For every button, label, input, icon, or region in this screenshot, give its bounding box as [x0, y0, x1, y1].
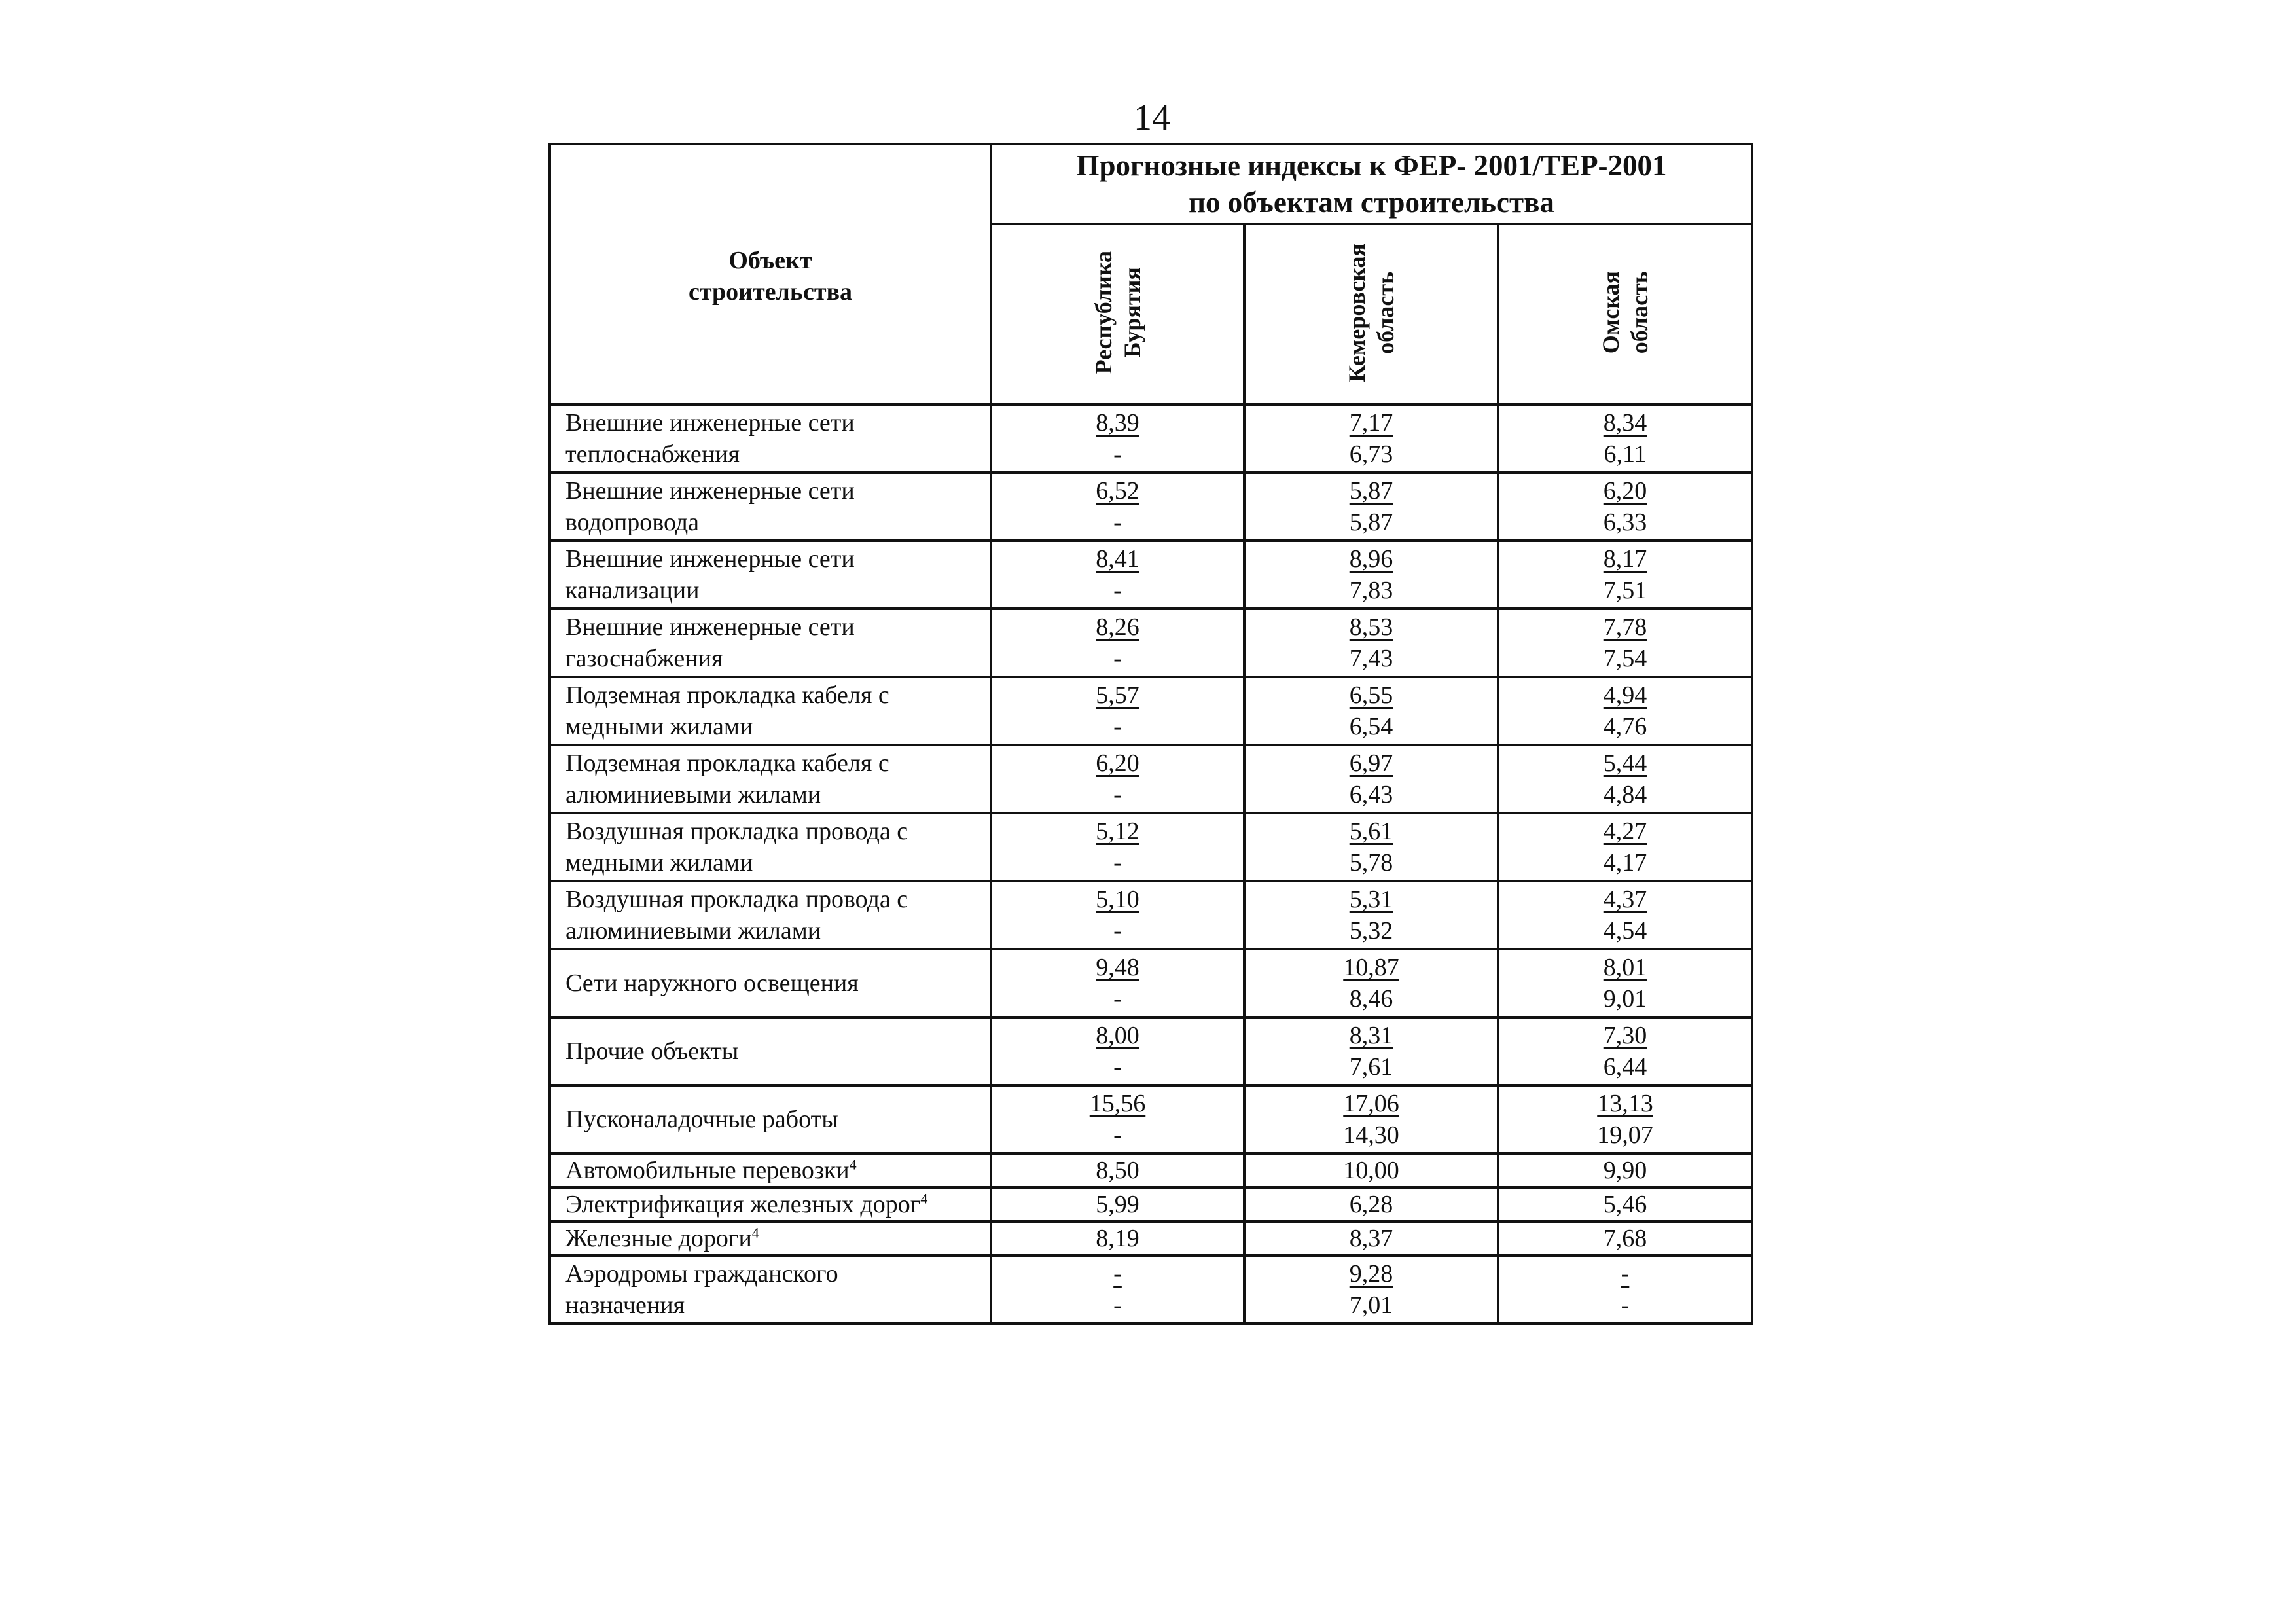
table-title-line1: Прогнозные индексы к ФЕР- 2001/ТЕР-2001	[1076, 149, 1667, 182]
value-top: 8,26	[1096, 613, 1139, 641]
value-cell-kemerovo	[1244, 609, 1498, 677]
value-cell-kemerovo	[1244, 949, 1498, 1017]
value-bottom: -	[1113, 713, 1122, 740]
value-bottom: 4,17	[1603, 849, 1647, 876]
table-row-single	[550, 1153, 1752, 1187]
value-cell-buryatia	[991, 1017, 1244, 1085]
row-object-name	[550, 881, 991, 949]
row-name-line1: Подземная прокладка кабеля с	[565, 749, 889, 777]
row-object-name	[550, 745, 991, 813]
value-top: 13,13	[1597, 1090, 1653, 1117]
row-name: Автомобильные перевозки	[565, 1157, 850, 1184]
value-bottom: -	[1113, 509, 1122, 536]
value-top: 5,12	[1096, 818, 1139, 845]
row-object-name	[550, 1153, 991, 1187]
value-bottom: 6,54	[1349, 713, 1393, 740]
value-cell-buryatia	[991, 1085, 1244, 1153]
value-cell-omsk	[1498, 609, 1752, 677]
value-cell-kemerovo	[1244, 1017, 1498, 1085]
table-row	[550, 1017, 1752, 1085]
value-top: 15,56	[1089, 1090, 1146, 1117]
value-bottom: 6,44	[1603, 1053, 1647, 1081]
value-cell-omsk: 9,90	[1498, 1153, 1752, 1187]
value-bottom: 6,33	[1603, 509, 1647, 536]
table-row	[550, 1085, 1752, 1153]
value-top: 8,41	[1096, 545, 1139, 573]
value-bottom: -	[1113, 577, 1122, 604]
row-name-line2: канализации	[565, 577, 700, 604]
table-title-line2: по объектам строительства	[1189, 186, 1554, 219]
value-bottom: 5,78	[1349, 849, 1393, 876]
value-top: 8,34	[1603, 409, 1647, 437]
value-bottom: -	[1113, 441, 1122, 468]
table-row	[550, 745, 1752, 813]
value-top: -	[1621, 1260, 1630, 1288]
object-header-line1: Объект	[728, 247, 812, 274]
value-cell-kemerovo	[1244, 745, 1498, 813]
table-row	[550, 677, 1752, 745]
value-top: 6,20	[1603, 477, 1647, 505]
value-bottom: 7,54	[1603, 645, 1647, 672]
single-rows	[550, 1153, 1752, 1255]
value-top: 6,55	[1349, 681, 1393, 709]
value-cell-buryatia	[991, 1255, 1244, 1324]
value-top: 5,44	[1603, 749, 1647, 777]
value-top: 8,00	[1096, 1022, 1139, 1049]
value-cell-kemerovo	[1244, 473, 1498, 541]
value-top: 10,87	[1343, 954, 1399, 981]
value-cell-kemerovo	[1244, 881, 1498, 949]
value-bottom: 7,83	[1349, 577, 1393, 604]
row-name-line2: алюминиевыми жилами	[565, 781, 821, 808]
object-column-header	[550, 144, 991, 405]
value-bottom: 7,51	[1603, 577, 1647, 604]
value-top: 6,20	[1096, 749, 1139, 777]
footnote-marker: 4	[849, 1156, 857, 1173]
value-bottom: 4,76	[1603, 713, 1647, 740]
region-header-omsk	[1498, 224, 1752, 405]
value-bottom: 5,87	[1349, 509, 1393, 536]
value-cell-omsk	[1498, 473, 1752, 541]
table-row	[550, 405, 1752, 473]
row-name-line1: Прочие объекты	[565, 1038, 739, 1065]
region-header-kemerovo	[1244, 224, 1498, 405]
value-top: 7,78	[1603, 613, 1647, 641]
value-cell-kemerovo	[1244, 405, 1498, 473]
row-object-name	[550, 677, 991, 745]
value-cell-buryatia: 5,99	[991, 1187, 1244, 1221]
value-cell-kemerovo	[1244, 677, 1498, 745]
value-bottom: 19,07	[1597, 1121, 1653, 1149]
row-object-name	[550, 1085, 991, 1153]
row-name-line1: Внешние инженерные сети	[565, 477, 855, 505]
row-name: Электрификация железных дорог	[565, 1191, 921, 1218]
row-name-line2: медными жилами	[565, 713, 753, 740]
value-cell-omsk	[1498, 541, 1752, 609]
value-top: -	[1113, 1260, 1122, 1288]
value-cell-buryatia	[991, 541, 1244, 609]
value-bottom: 7,43	[1349, 645, 1393, 672]
value-top: 17,06	[1343, 1090, 1399, 1117]
footnote-marker: 4	[920, 1190, 928, 1207]
table-row-single	[550, 1187, 1752, 1221]
row-name-line1: Подземная прокладка кабеля с	[565, 681, 889, 709]
value-bottom: 4,84	[1603, 781, 1647, 808]
value-bottom: 14,30	[1343, 1121, 1399, 1149]
value-cell-buryatia	[991, 813, 1244, 881]
value-top: 8,53	[1349, 613, 1393, 641]
value-top: 5,87	[1349, 477, 1393, 505]
value-cell-omsk	[1498, 1255, 1752, 1324]
value-bottom: -	[1113, 1053, 1122, 1081]
row-name-line1: Воздушная прокладка провода с	[565, 818, 908, 845]
row-name: Железные дороги	[565, 1225, 752, 1252]
row-object-name	[550, 949, 991, 1017]
value-cell-omsk	[1498, 949, 1752, 1017]
table-row	[550, 881, 1752, 949]
region-line1: Кемеровская	[1344, 243, 1370, 382]
value-cell-buryatia	[991, 609, 1244, 677]
row-name-line2: алюминиевыми жилами	[565, 917, 821, 945]
value-cell-omsk	[1498, 405, 1752, 473]
value-top: 6,52	[1096, 477, 1139, 505]
value-top: 4,37	[1603, 886, 1647, 913]
value-cell-omsk: 5,46	[1498, 1187, 1752, 1221]
row-name-line1: Воздушная прокладка провода с	[565, 886, 908, 913]
value-cell-buryatia	[991, 677, 1244, 745]
value-cell-kemerovo	[1244, 541, 1498, 609]
value-cell-kemerovo	[1244, 1255, 1498, 1324]
table-row	[550, 473, 1752, 541]
value-bottom: -	[1113, 917, 1122, 945]
value-cell-kemerovo: 10,00	[1244, 1153, 1498, 1187]
value-cell-buryatia	[991, 405, 1244, 473]
value-top: 9,48	[1096, 954, 1139, 981]
region-line1: Омская	[1598, 271, 1624, 354]
row-object-name	[550, 405, 991, 473]
row-object-name	[550, 1255, 991, 1324]
object-header-line2: строительства	[688, 278, 853, 306]
value-cell-kemerovo: 8,37	[1244, 1221, 1498, 1255]
value-cell-kemerovo: 6,28	[1244, 1187, 1498, 1221]
value-cell-omsk	[1498, 745, 1752, 813]
value-top: 5,31	[1349, 886, 1393, 913]
value-top: 5,57	[1096, 681, 1139, 709]
value-cell-kemerovo	[1244, 1085, 1498, 1153]
value-top: 4,94	[1603, 681, 1647, 709]
value-bottom: -	[1621, 1291, 1630, 1319]
value-cell-omsk: 7,68	[1498, 1221, 1752, 1255]
table-row	[550, 541, 1752, 609]
table-row	[550, 609, 1752, 677]
value-bottom: 6,73	[1349, 441, 1393, 468]
value-top: 7,30	[1603, 1022, 1647, 1049]
value-cell-buryatia	[991, 745, 1244, 813]
value-top: 4,27	[1603, 818, 1647, 845]
value-bottom: 7,01	[1349, 1291, 1393, 1319]
value-top: 8,39	[1096, 409, 1139, 437]
value-bottom: -	[1113, 1121, 1122, 1149]
value-bottom: -	[1113, 645, 1122, 672]
value-bottom: -	[1113, 1291, 1122, 1319]
row-name-line1: Пусконаладочные работы	[565, 1106, 838, 1133]
value-bottom: 4,54	[1603, 917, 1647, 945]
row-name-line2: теплоснабжения	[565, 441, 740, 468]
value-top: 8,01	[1603, 954, 1647, 981]
value-top: 7,17	[1349, 409, 1393, 437]
value-cell-buryatia	[991, 949, 1244, 1017]
footnote-marker: 4	[751, 1224, 759, 1241]
region-header-buryatia	[991, 224, 1244, 405]
table-title	[991, 144, 1752, 224]
value-top: 6,97	[1349, 749, 1393, 777]
row-object-name	[550, 473, 991, 541]
row-name-line2: медными жилами	[565, 849, 753, 876]
page-number: 14	[1134, 98, 1170, 138]
row-name-line1: Аэродромы гражданского	[565, 1260, 838, 1288]
row-name-line1: Внешние инженерные сети	[565, 545, 855, 573]
value-cell-omsk	[1498, 881, 1752, 949]
value-top: 8,17	[1603, 545, 1647, 573]
value-cell-omsk	[1498, 1017, 1752, 1085]
table-row-airfields	[550, 1255, 1752, 1324]
value-bottom: 6,43	[1349, 781, 1393, 808]
region-line1: Республика	[1090, 251, 1117, 374]
value-top: 5,61	[1349, 818, 1393, 845]
value-bottom: -	[1113, 781, 1122, 808]
value-cell-omsk	[1498, 1085, 1752, 1153]
value-bottom: -	[1113, 985, 1122, 1013]
region-line2: Бурятия	[1119, 267, 1145, 358]
last-row-body	[550, 1255, 1752, 1324]
row-name-line1: Внешние инженерные сети	[565, 409, 855, 437]
row-name-line1: Сети наружного освещения	[565, 969, 859, 997]
value-bottom: 9,01	[1603, 985, 1647, 1013]
value-cell-buryatia	[991, 473, 1244, 541]
value-cell-buryatia: 8,50	[991, 1153, 1244, 1187]
value-cell-kemerovo	[1244, 813, 1498, 881]
value-top: 8,31	[1349, 1022, 1393, 1049]
row-object-name	[550, 609, 991, 677]
value-bottom: 5,32	[1349, 917, 1393, 945]
region-line2: область	[1372, 271, 1399, 354]
value-bottom: 6,11	[1604, 441, 1647, 468]
row-name-line2: газоснабжения	[565, 645, 723, 672]
row-name-line2: назначения	[565, 1291, 685, 1319]
value-cell-buryatia	[991, 881, 1244, 949]
value-cell-omsk	[1498, 813, 1752, 881]
price-index-table	[548, 143, 1753, 1325]
row-object-name	[550, 541, 991, 609]
row-object-name	[550, 813, 991, 881]
row-object-name	[550, 1221, 991, 1255]
value-top: 5,10	[1096, 886, 1139, 913]
pair-rows	[550, 405, 1752, 1153]
region-line2: область	[1626, 271, 1653, 354]
row-object-name	[550, 1187, 991, 1221]
value-cell-omsk	[1498, 677, 1752, 745]
value-bottom: -	[1113, 849, 1122, 876]
row-name-line1: Внешние инженерные сети	[565, 613, 855, 641]
value-cell-buryatia: 8,19	[991, 1221, 1244, 1255]
row-name-line2: водопровода	[565, 509, 700, 536]
table-row	[550, 949, 1752, 1017]
table-row	[550, 813, 1752, 881]
table-row-single	[550, 1221, 1752, 1255]
value-bottom: 7,61	[1349, 1053, 1393, 1081]
row-object-name	[550, 1017, 991, 1085]
header-row-title	[550, 144, 1752, 224]
value-top: 8,96	[1349, 545, 1393, 573]
value-bottom: 8,46	[1349, 985, 1393, 1013]
value-top: 9,28	[1349, 1260, 1393, 1288]
